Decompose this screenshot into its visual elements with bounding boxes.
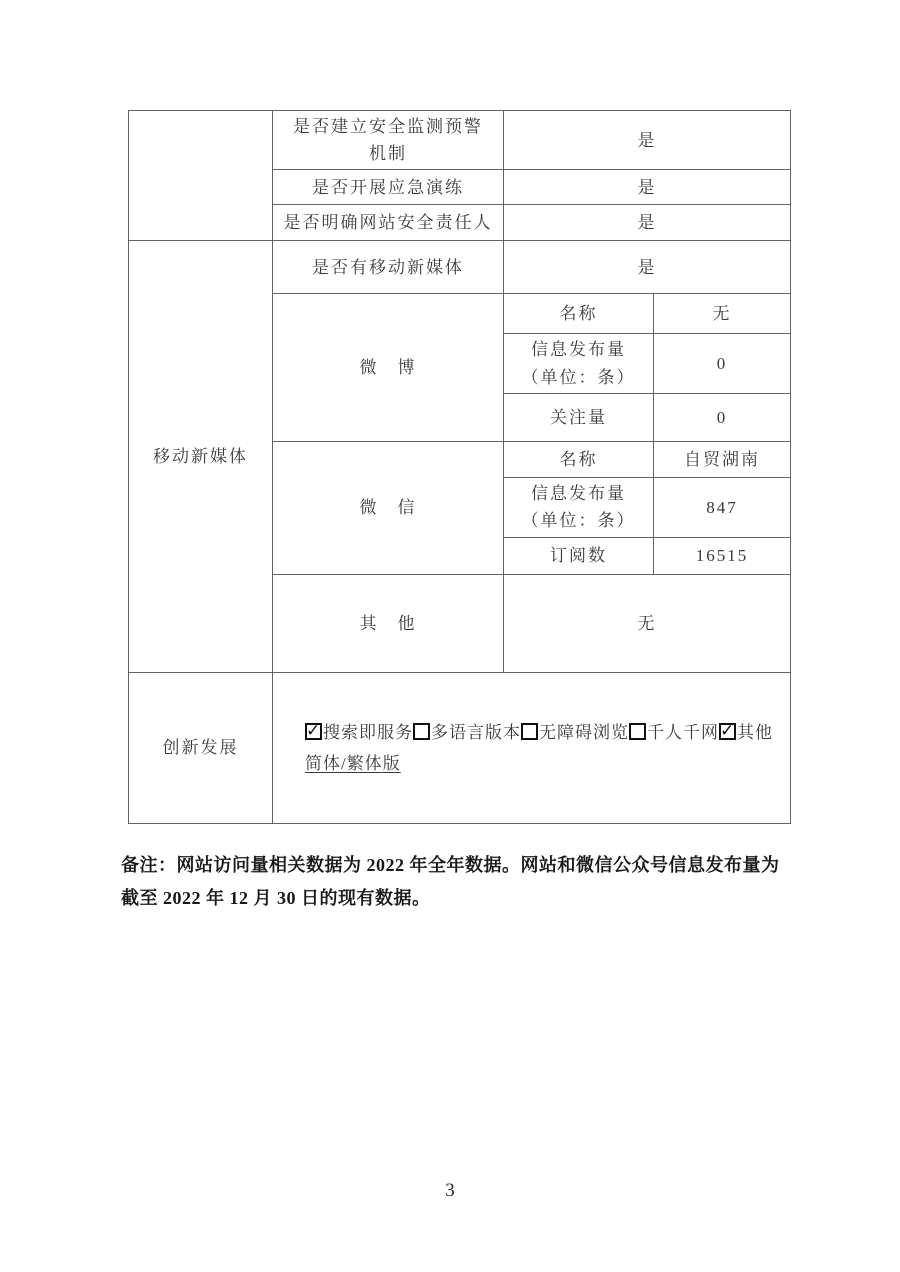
footnote-line: 截至 2022 年 12 月 30 日的现有数据。 <box>121 888 431 908</box>
security-row-value: 是 <box>504 170 791 205</box>
security-row-label <box>273 111 504 170</box>
option-multilingual <box>413 723 521 742</box>
page-number: 3 <box>445 1180 455 1201</box>
table-row <box>129 241 791 294</box>
weibo-row-label: 名称 <box>504 294 654 334</box>
wechat-row-label: 名称 <box>504 441 654 477</box>
footnote <box>121 849 811 915</box>
security-row-label: 是否开展应急演练 <box>273 170 504 205</box>
option-search-as-service <box>305 723 413 742</box>
weibo-row-label <box>504 334 654 393</box>
table-row <box>129 672 791 823</box>
security-row-value: 是 <box>504 205 791 241</box>
weibo-group-cell: 微 博 <box>273 294 504 441</box>
security-row-label: 是否明确网站安全责任人 <box>273 205 504 241</box>
option-label: 其他 <box>737 722 773 742</box>
weibo-row-value: 0 <box>654 393 791 441</box>
innovation-group-cell: 创新发展 <box>129 672 273 823</box>
option-accessibility <box>521 723 629 742</box>
option-label: 千人千网 <box>647 722 719 742</box>
option-other <box>719 723 773 742</box>
label-line: （单位：条） <box>521 511 636 531</box>
wechat-row-value: 16515 <box>654 537 791 574</box>
label-line: （单位：条） <box>521 367 636 387</box>
wechat-row-value: 自贸湖南 <box>654 441 791 477</box>
innovation-options-line <box>305 719 786 746</box>
checkbox-icon[interactable] <box>521 723 538 740</box>
security-row-value: 是 <box>504 111 791 170</box>
report-table <box>128 110 791 824</box>
table-row <box>129 111 791 170</box>
has-mobile-value: 是 <box>504 241 791 294</box>
wechat-group-cell: 微 信 <box>273 441 504 574</box>
option-personalized <box>629 723 719 742</box>
label-line: 机制 <box>369 144 407 164</box>
weibo-row-value: 无 <box>654 294 791 334</box>
has-mobile-label: 是否有移动新媒体 <box>273 241 504 294</box>
option-label: 多语言版本 <box>431 722 521 742</box>
option-label: 搜索即服务 <box>323 722 413 742</box>
innovation-content-cell <box>273 672 791 823</box>
security-group-cell <box>129 111 273 241</box>
wechat-row-label: 订阅数 <box>504 537 654 574</box>
label-line: 是否建立安全监测预警 <box>293 117 483 136</box>
checkbox-icon[interactable] <box>629 723 646 740</box>
label-line: 信息发布量 <box>531 340 626 360</box>
other-media-value: 无 <box>504 574 791 672</box>
mobile-media-group-cell: 移动新媒体 <box>129 241 273 672</box>
other-media-label: 其 他 <box>273 574 504 672</box>
innovation-other-detail: 简体/繁体版 <box>305 753 401 773</box>
checkbox-icon[interactable] <box>413 723 430 740</box>
footnote-line: 备注：网站访问量相关数据为 2022 年全年数据。网站和微信公众号信息发布量为 <box>121 855 780 875</box>
label-line: 信息发布量 <box>531 484 626 504</box>
wechat-row-value: 847 <box>654 477 791 537</box>
weibo-row-label: 关注量 <box>504 393 654 441</box>
weibo-row-value: 0 <box>654 334 791 393</box>
checkbox-icon[interactable] <box>305 723 322 740</box>
wechat-row-label <box>504 477 654 537</box>
option-label: 无障碍浏览 <box>539 722 629 742</box>
checkbox-icon[interactable] <box>719 723 736 740</box>
